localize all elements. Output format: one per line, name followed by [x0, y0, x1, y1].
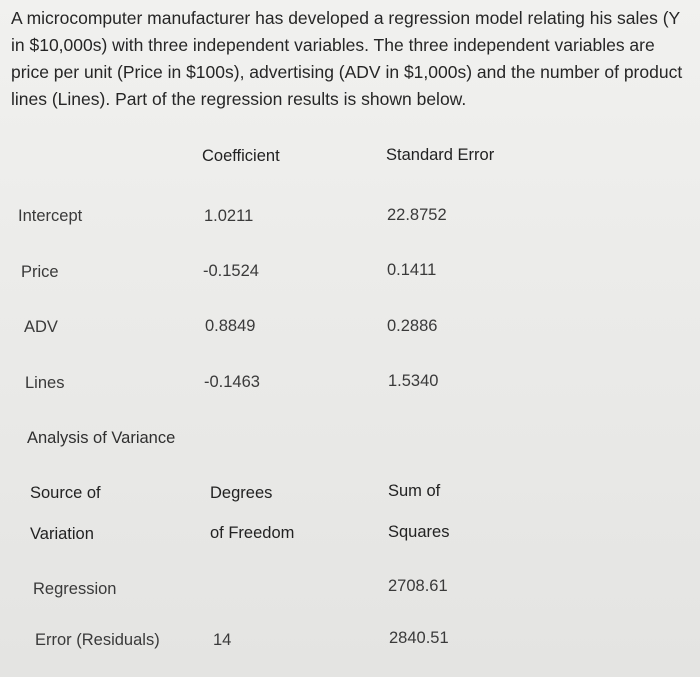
coef-price: -0.1524 — [203, 262, 259, 280]
df-header-line1: Degrees — [210, 484, 273, 502]
se-price: 0.1411 — [387, 261, 437, 279]
anova-row-label-regression: Regression — [33, 580, 117, 598]
coef-adv: 0.8849 — [205, 317, 256, 335]
std-error-header: Standard Error — [386, 146, 495, 164]
coefficient-header: Coefficient — [202, 147, 280, 165]
row-label-intercept: Intercept — [18, 207, 83, 225]
source-header-line2: Variation — [30, 525, 94, 543]
ss-header-line2: Squares — [388, 523, 450, 541]
se-adv: 0.2886 — [387, 317, 438, 335]
anova-df-error: 14 — [213, 631, 232, 649]
se-lines: 1.5340 — [388, 372, 439, 390]
source-header-line1: Source of — [30, 484, 101, 502]
anova-title: Analysis of Variance — [27, 429, 176, 447]
anova-ss-regression: 2708.61 — [388, 577, 448, 595]
row-label-price: Price — [21, 263, 59, 281]
anova-row-label-error: Error (Residuals) — [35, 631, 160, 649]
ss-header-line1: Sum of — [388, 482, 441, 500]
coef-lines: -0.1463 — [204, 373, 260, 391]
df-header-line2: of Freedom — [210, 524, 295, 542]
problem-statement: A microcomputer manufacturer has developed a regression model relating his sales (Y in $10,000s) with three independent variables. The three independent variables are price per unit (Price in $100s), advertising (ADV in $1,000s) and the number of product lines (Lines). Part of the regression results is shown below. — [11, 8, 683, 109]
row-label-lines: Lines — [25, 374, 65, 392]
anova-ss-error: 2840.51 — [389, 629, 449, 647]
row-label-adv: ADV — [24, 318, 58, 336]
se-intercept: 22.8752 — [387, 206, 447, 224]
coef-intercept: 1.0211 — [204, 207, 254, 225]
